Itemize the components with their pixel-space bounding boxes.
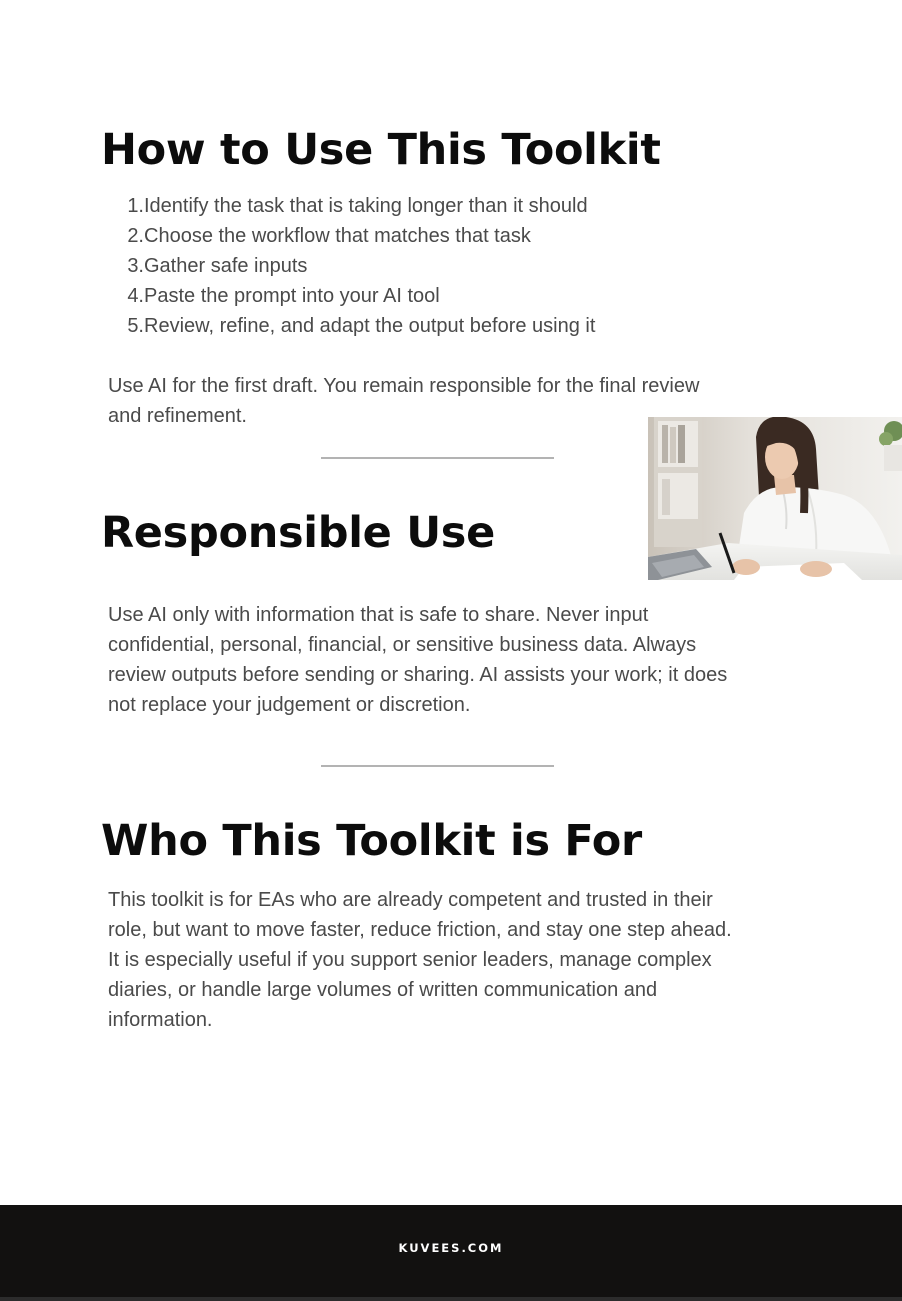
responsible-use-body — [108, 600, 727, 720]
body-line: confidential, personal, financial, or sensitive business data. Always — [108, 634, 697, 656]
footer-edge — [0, 1297, 902, 1301]
list-item — [108, 191, 595, 221]
step-text: Identify the task that is taking longer than it should — [144, 195, 588, 217]
step-number: 4. — [127, 285, 144, 307]
step-number: 2. — [127, 225, 144, 247]
body-line: diaries, or handle large volumes of written communication and — [108, 979, 658, 1001]
body-line: This toolkit is for EAs who are already competent and trusted in their — [108, 889, 713, 911]
how-to-use-heading: How to Use This Toolkit — [101, 125, 661, 175]
body-line: Use AI only with information that is safe to share. Never input — [108, 604, 649, 626]
step-number: 1. — [127, 195, 144, 217]
list-item — [108, 281, 595, 311]
footer-website-link[interactable]: KUVEES.COM — [398, 1241, 504, 1255]
section-divider — [321, 457, 554, 459]
body-line: not replace your judgement or discretion. — [108, 694, 471, 716]
note-line: and refinement. — [108, 405, 247, 427]
note-line: Use AI for the first draft. You remain responsible for the final review — [108, 375, 700, 397]
step-number: 5. — [127, 315, 144, 337]
step-text: Gather safe inputs — [144, 255, 308, 277]
list-item — [108, 221, 595, 251]
responsible-use-heading: Responsible Use — [101, 508, 495, 558]
step-text: Choose the workflow that matches that task — [144, 225, 531, 247]
body-line: It is especially useful if you support senior leaders, manage complex — [108, 949, 712, 971]
who-for-heading: Who This Toolkit is For — [101, 816, 642, 866]
step-text: Review, refine, and adapt the output before using it — [144, 315, 596, 337]
body-line: information. — [108, 1009, 213, 1031]
section-divider — [321, 765, 554, 767]
steps-list — [108, 191, 595, 341]
list-item — [108, 311, 595, 341]
woman-writing-photo — [648, 417, 902, 580]
responsibility-note — [108, 371, 699, 431]
who-for-body — [108, 885, 732, 1035]
step-number: 3. — [127, 255, 144, 277]
body-line: role, but want to move faster, reduce friction, and stay one step ahead. — [108, 919, 732, 941]
step-text: Paste the prompt into your AI tool — [144, 285, 440, 307]
body-line: review outputs before sending or sharing. AI assists your work; it does — [108, 664, 728, 686]
list-item — [108, 251, 595, 281]
